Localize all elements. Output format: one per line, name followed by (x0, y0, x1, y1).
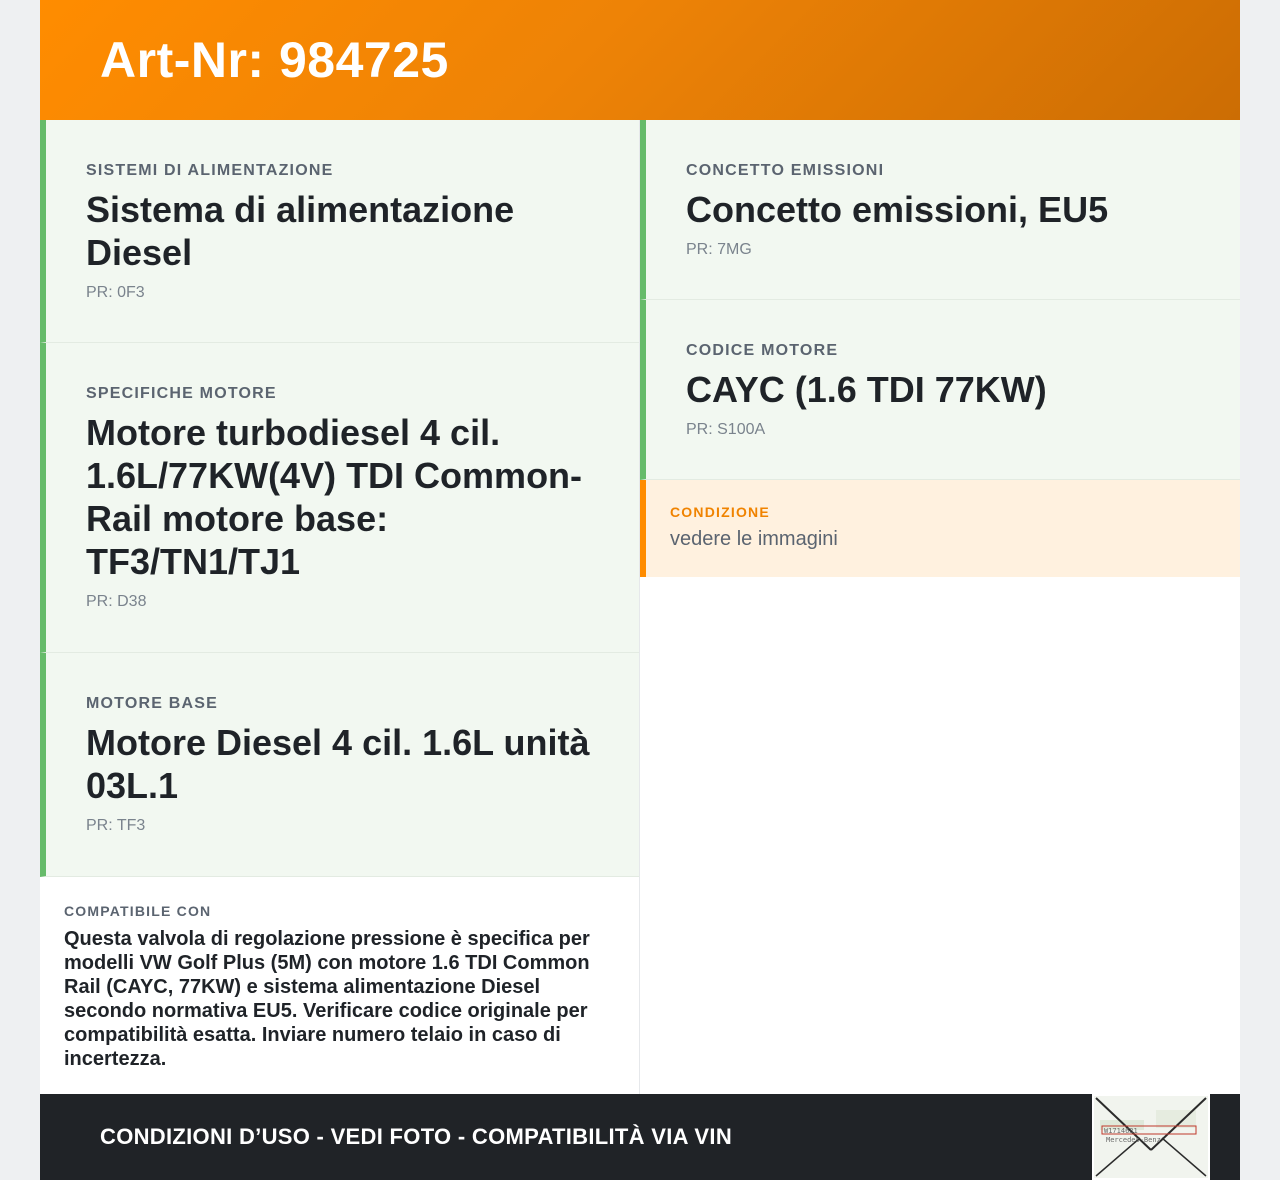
spec-card-fuel-system (40, 120, 639, 343)
condition-label: CONDIZIONE (670, 504, 770, 520)
spec-value: Motore turbodiesel 4 cil. 1.6L/77KW(4V) TDI Common-Rail motore base: TF3/TN1/TJ1 (86, 412, 583, 582)
spec-card-base-engine (40, 653, 639, 877)
spec-pr-code: PR: 0F3 (86, 284, 145, 301)
spec-pr-code: PR: 7MG (686, 241, 752, 258)
compatibility-text: Questa valvola di regolazione pressione è specifica per modelli VW Golf Plus (5M) con motore 1.6 TDI Common Rail (CAYC, 77KW) e sistema alimentazione Diesel secondo normativa EU5. Verificare codice originale per compatibilità esatta. Inviare numero telaio in caso di incertezza. (64, 928, 590, 1070)
envelope-photo-icon (1094, 1096, 1208, 1178)
spec-card-emissions (640, 120, 1240, 300)
footer-bar (40, 1094, 1240, 1180)
compatibility-label: COMPATIBILE CON (64, 903, 212, 919)
spec-label: SISTEMI DI ALIMENTAZIONE (86, 162, 334, 179)
condition-card (640, 480, 1240, 577)
spec-value: Motore Diesel 4 cil. 1.6L unità 03L.1 (86, 722, 590, 806)
left-column (40, 120, 640, 1094)
spec-grid (40, 120, 1240, 1094)
footer-text: CONDIZIONI D’USO - VEDI FOTO - COMPATIBILITÀ VIA VIN (100, 1124, 733, 1149)
spec-label: CODICE MOTORE (686, 342, 839, 359)
spec-card-engine-code (640, 300, 1240, 480)
spec-label: CONCETTO EMISSIONI (686, 162, 885, 179)
spec-value: Sistema di alimentazione Diesel (86, 189, 515, 273)
compatibility-section (40, 877, 639, 1094)
spec-card-engine-specs (40, 343, 639, 653)
spec-value: Concetto emissioni, EU5 (686, 189, 1109, 230)
condition-value: vedere le immagini (670, 528, 838, 550)
spec-pr-code: PR: TF3 (86, 817, 146, 834)
right-column (640, 120, 1240, 1094)
header-bar (40, 0, 1240, 120)
thumbnail-vin-text: W1714631 (1104, 1127, 1138, 1135)
thumbnail-brand-text: Mercedes-Benz (1106, 1136, 1161, 1144)
spec-value: CAYC (1.6 TDI 77KW) (686, 369, 1047, 410)
spec-label: SPECIFICHE MOTORE (86, 385, 277, 402)
envelope-photo-icon[interactable] (1092, 1094, 1210, 1180)
spec-pr-code: PR: D38 (86, 593, 147, 610)
spec-pr-code: PR: S100A (686, 421, 766, 438)
article-number-title: Art-Nr: 984725 (100, 32, 449, 88)
spec-label: MOTORE BASE (86, 695, 219, 712)
product-sheet (40, 0, 1240, 1180)
